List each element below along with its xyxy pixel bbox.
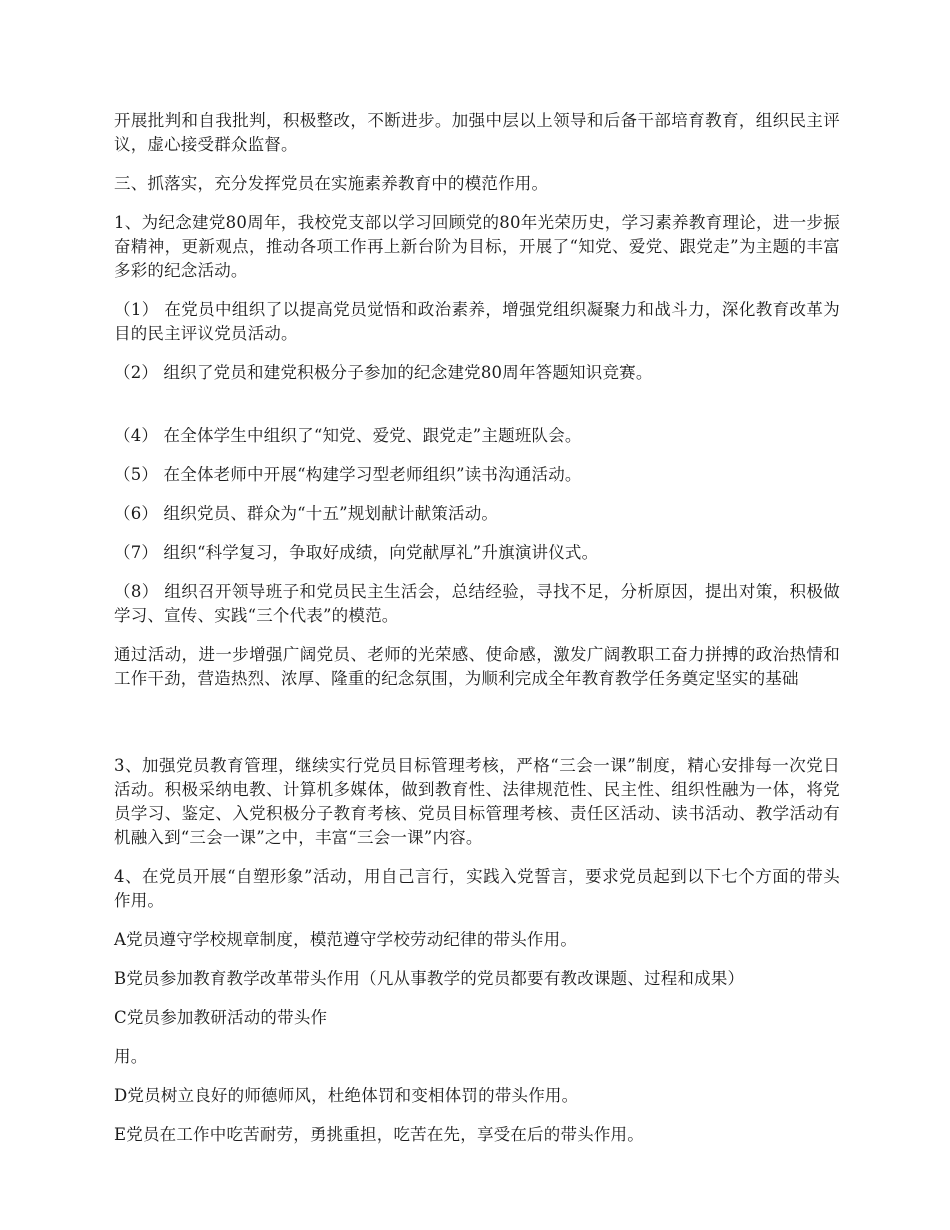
list-item-c-continued: 用。	[114, 1047, 148, 1066]
list-item-d: D党员树立良好的师德师风，杜绝体罚和变相体罚的带头作用。	[114, 1086, 579, 1105]
paragraph-item-3: 3、加强党员教育管理，继续实行党员目标管理考核，严格“三会一课”制度，精心安排每一次党日活动。积极采纳电教、计算机多媒体，做到教育性、法律规范性、民主性、组织性融为一体，将党员学习、鉴定、入党积极分子教育考核、党员目标管理考核、责任区活动、读书活动、教学活动有机融入到“三会一课”之中，丰富“三会一课”内容。	[114, 756, 840, 847]
list-item-e: E党员在工作中吃苦耐劳，勇挑重担，吃苦在先，享受在后的带头作用。	[114, 1125, 644, 1144]
section-heading-3: 三、抓落实，充分发挥党员在实施素养教育中的模范作用。	[114, 174, 549, 193]
list-item-1: （1） 在党员中组织了以提高党员觉悟和政治素养，增强党组织凝聚力和战斗力，深化教育改革为目的民主评议党员活动。	[114, 300, 840, 343]
blank-line	[114, 706, 840, 754]
list-item-5: （5） 在全体老师中开展“构建学习型老师组织”读书沟通活动。	[114, 465, 582, 484]
list-item-2: （2） 组织了党员和建党积极分子参加的纪念建党80周年答题知识竞赛。	[114, 363, 653, 382]
list-item-7: （7） 组织“科学复习，争取好成绩，向党献厚礼”升旗演讲仪式。	[114, 543, 599, 562]
list-item-8: （8） 组织召开领导班子和党员民主生活会，总结经验，寻找不足，分析原因，提出对策，积极做学习、宣传、实践“三个代表”的模范。	[114, 582, 840, 625]
list-item-c: C党员参加教研活动的带头作	[114, 1008, 328, 1027]
list-item-6: （6） 组织党员、群众为“十五”规划献计献策活动。	[114, 504, 499, 523]
list-item-4: （4） 在全体学生中组织了“知党、爱党、跟党走”主题班队会。	[114, 426, 582, 445]
paragraph-item-1: 1、为纪念建党80周年，我校党支部以学习回顾党的80年光荣历史，学习素养教育理论，进一步振奋精神，更新观点，推动各项工作再上新台阶为目标，开展了“知党、爱党、跟党走”为主题的丰富多彩的纪念活动。	[114, 213, 840, 280]
list-item-a: A党员遵守学校规章制度，模范遵守学校劳动纪律的带头作用。	[114, 930, 578, 949]
paragraph-self-criticism: 开展批判和自我批判，积极整改，不断进步。加强中层以上领导和后备干部培育教育，组织民主评议，虚心接受群众监督。	[114, 111, 840, 154]
paragraph-summary: 通过活动，进一步增强广阔党员、老师的光荣感、使命感，激发广阔教职工奋力拼搏的政治热情和工作干劲，营造热烈、浓厚、隆重的纪念氛围，为顺利完成全年教育教学任务奠定坚实的基础	[114, 645, 840, 688]
list-item-b: B党员参加教育教学改革带头作用（凡从事教学的党员都要有教改课题、过程和成果）	[114, 969, 745, 988]
blank-line	[114, 400, 840, 424]
paragraph-item-4: 4、在党员开展“自塑形象”活动，用自己言行，实践入党誓言，要求党员起到以下七个方面的带头作用。	[114, 867, 840, 910]
